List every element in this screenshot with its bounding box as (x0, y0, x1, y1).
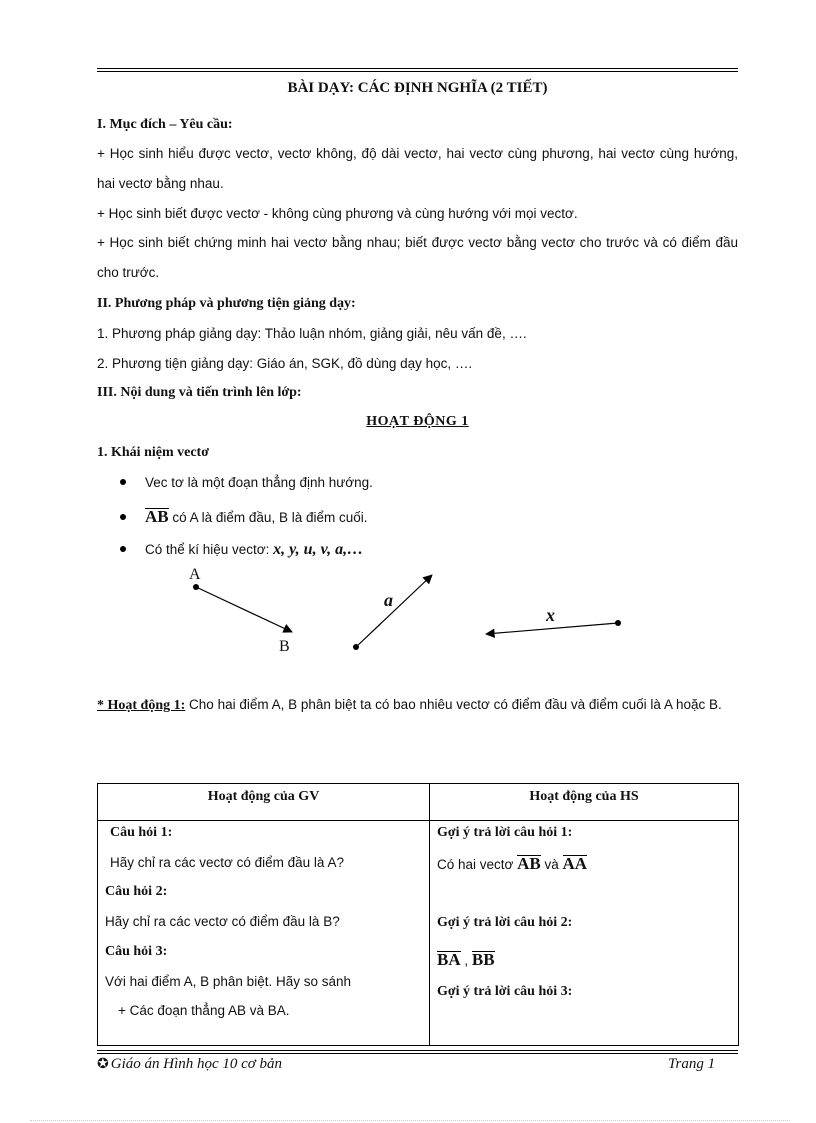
label-vector-a: a (384, 590, 393, 610)
bullet-3 (120, 541, 363, 559)
method-line-1: 1. Phương pháp giảng dạy: Thảo luận nhóm, giảng giải, nêu vấn đề, …. (97, 326, 527, 341)
header-rule-bottom (97, 71, 738, 72)
hs-cell (430, 821, 739, 1046)
a1-line (437, 855, 587, 872)
footer-left (97, 1056, 282, 1073)
star-circle-icon: ✪ (97, 1057, 109, 1072)
purpose-line-2: + Học sinh biết được vectơ - không cùng phương và cùng hướng với mọi vectơ. (97, 206, 578, 221)
header-rule-top (97, 68, 738, 69)
col-gv-header: Hoạt động của GV (98, 784, 430, 821)
activity-table (97, 783, 739, 1046)
a2-line (437, 951, 495, 968)
q2-label: Câu hỏi 2: (105, 884, 168, 899)
footer-rule-top (97, 1050, 738, 1051)
q3-label: Câu hỏi 3: (105, 944, 168, 959)
bullet-dot (120, 479, 126, 485)
label-a: A (189, 566, 201, 583)
method-line-2: 2. Phương tiện giảng dạy: Giáo án, SGK, đồ dùng dạy học, …. (97, 356, 473, 371)
q1-text: Hãy chỉ ra các vectơ có điểm đầu là A? (110, 855, 344, 870)
a3-label: Gợi ý trả lời câu hỏi 3: (437, 984, 573, 999)
bullet-dot (120, 514, 126, 520)
purpose-line-1: + Học sinh hiểu được vectơ, vectơ không, độ dài vectơ, hai vectơ cùng phương, hai vectơ cùng hướng, hai vectơ bằng nhau. (97, 146, 738, 191)
a1-text: Có hai vectơ (437, 857, 518, 872)
vector-ba-answer: BA (437, 950, 461, 969)
gv-cell (98, 821, 430, 1046)
footer-left-text: Giáo án Hình học 10 cơ bản (110, 1056, 283, 1072)
bullet-dot (120, 546, 126, 552)
a1-label: Gợi ý trả lời câu hỏi 1: (437, 825, 573, 840)
a2-sep: , (460, 953, 472, 968)
vector-symbols: x, y, u, v, a,… (273, 541, 364, 558)
a1-and: và (540, 857, 563, 872)
label-b: B (279, 638, 290, 655)
method-heading: II. Phương pháp và phương tiện giảng dạy: (97, 296, 356, 311)
page-edge (30, 1120, 790, 1121)
vector-aa-answer: AA (562, 854, 588, 873)
vector-bb-answer: BB (471, 950, 495, 969)
bullet-3-text: Có thể kí hiệu vectơ: (145, 542, 274, 557)
activity-1-label: * Hoạt động 1: (97, 698, 186, 713)
vector-ab-answer: AB (517, 854, 541, 873)
activity-title: HOẠT ĐỘNG 1 (366, 414, 469, 429)
content-heading: III. Nội dung và tiến trình lên lớp: (97, 385, 302, 400)
bullet-2 (120, 508, 368, 525)
purpose-heading: I. Mục đích – Yêu cầu: (97, 117, 233, 132)
bullet-2-text: có A là điểm đầu, B là điểm cuối. (168, 510, 368, 525)
vector-a-figure (353, 575, 432, 650)
q2-text: Hãy chỉ ra các vectơ có điểm đầu là B? (105, 914, 340, 929)
vector-figure (0, 560, 816, 660)
q1-label: Câu hỏi 1: (110, 825, 173, 840)
a2-label: Gợi ý trả lời câu hỏi 2: (437, 915, 573, 930)
q3-text: Với hai điểm A, B phân biệt. Hãy so sánh (105, 974, 351, 989)
page-title: BÀI DẠY: CÁC ĐỊNH NGHĨA (2 TIẾT) (287, 80, 548, 96)
purpose-line-3: + Học sinh biết chứng minh hai vectơ bằng nhau; biết được vectơ bằng vectơ cho trước và có điểm đầu cho trước. (97, 235, 738, 280)
q3-sub: + Các đoạn thẳng AB và BA. (118, 1003, 290, 1018)
bullet-1-text: Vec tơ là một đoạn thẳng định hướng. (145, 475, 373, 490)
footer-page-number: Trang 1 (668, 1056, 716, 1072)
vector-ab: AB (145, 507, 169, 526)
concept-heading: 1. Khái niệm vectơ (97, 445, 209, 460)
col-hs-header: Hoạt động của HS (430, 784, 739, 821)
footer-rule-bottom (97, 1053, 738, 1054)
activity-1-text: Cho hai điểm A, B phân biệt ta có bao nhiêu vectơ có điểm đầu và điểm cuối là A hoặc B. (185, 697, 722, 712)
arrow-ab (196, 587, 292, 632)
vector-ab-figure (193, 584, 292, 632)
bullet-1 (120, 475, 373, 490)
arrow-a (356, 575, 432, 647)
label-vector-x: x (546, 605, 555, 625)
activity-1-paragraph (97, 690, 738, 721)
